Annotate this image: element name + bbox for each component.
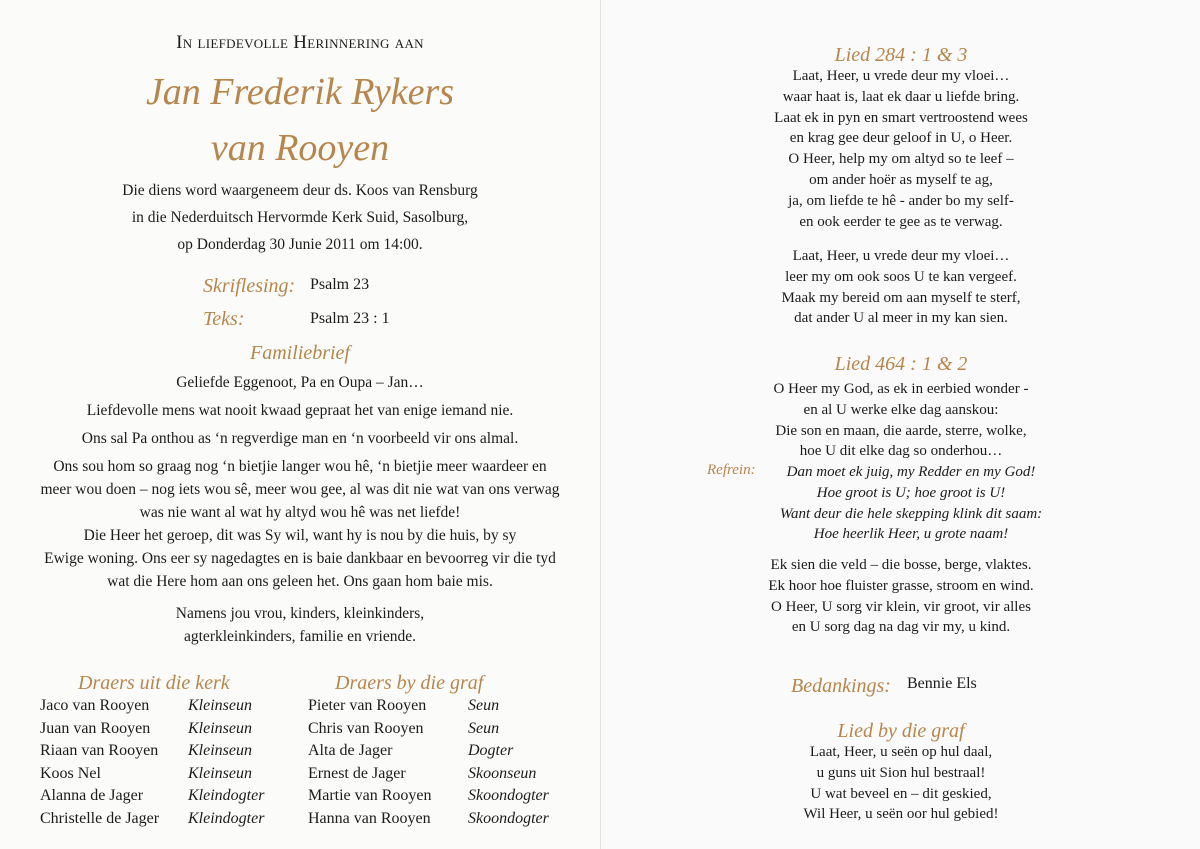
- list-item: Hanna van Rooyen Skoondogter: [308, 809, 549, 827]
- lied1-title: Lied 284 : 1 & 3: [834, 44, 968, 66]
- list-item: Riaan van Rooyen Kleinseun: [40, 742, 252, 760]
- bedankings-label: Bedankings:: [791, 675, 891, 697]
- teks-label: Teks:: [203, 308, 245, 330]
- lied1-verse1: Laat, Heer, u vrede deur my vloei… waar haat is, laat ek daar u liefde bring. Laat ek in pyn en smart vertroostend wees en krag gee deur geloof in U, o Heer. O Heer, help my om altyd so te leef – om ander hoër as myself te ag, ja, om liefde te hê - ander bo my self- en ook eerder te gee as te verwag.: [774, 68, 1028, 230]
- list-item: Alanna de Jager Kleindogter: [40, 787, 265, 805]
- skriflesing-value: Psalm 23: [310, 276, 370, 293]
- letter-line: meer wou doen – nog iets wou sê, meer wou gee, al was dit nie wat van ons verwag: [40, 481, 560, 498]
- lied3-verse: Laat, Heer, u seën op hul daal, u guns uit Sion hul bestraal! U wat beveel en – dit geskied, Wil Heer, u seën oor hul gebied!: [803, 744, 999, 823]
- skriflesing-label: Skriflesing:: [203, 275, 296, 297]
- service-line: Die diens word waargeneem deur ds. Koos van Rensburg: [122, 182, 478, 199]
- letter-line: Liefdevolle mens wat nooit kwaad gepraat het van enige iemand nie.: [86, 402, 514, 419]
- lied2-title: Lied 464 : 1 & 2: [834, 353, 968, 375]
- list-item: Koos Nel Kleinseun: [40, 764, 252, 782]
- draers-graf-list: [308, 695, 549, 831]
- refrein-text: Dan moet ek juig, my Redder en my God! Hoe groot is U; hoe groot is U! Want deur die hele skepping klink dit saam: Hoe heerlik Heer, u grote naam!: [779, 464, 1043, 543]
- letter-line: wat die Here hom aan ons geleen het. Ons gaan hom baie mis.: [107, 573, 493, 590]
- lied2-verse1: O Heer my God, as ek in eerbied wonder - en al U werke elke dag aanskou: Die son en maan, die aarde, sterre, wolke, hoe U dit elke dag so onderhou…: [773, 381, 1029, 460]
- letter-line: Die Heer het geroep, dit was Sy wil, want hy is nou by die huis, by sy: [83, 527, 517, 544]
- deceased-name-line2: van Rooyen: [210, 127, 390, 169]
- bedankings-value: Bennie Els: [907, 675, 977, 692]
- teks-value: Psalm 23 : 1: [310, 310, 390, 327]
- list-item: Christelle de Jager Kleindogter: [40, 809, 265, 827]
- draers-kerk-list: [40, 695, 264, 831]
- familiebrief-title: Familiebrief: [250, 342, 350, 364]
- letter-line: was nie want al wat hy altyd wou hê was net liefde!: [139, 504, 461, 521]
- deceased-name-line1: Jan Frederik Rykers: [145, 71, 455, 113]
- list-item: Juan van Rooyen Kleinseun: [40, 719, 252, 737]
- letter-line: Geliefde Eggenoot, Pa en Oupa – Jan…: [176, 374, 424, 391]
- list-item: Chris van Rooyen Seun: [308, 719, 500, 737]
- service-line: op Donderdag 30 Junie 2011 om 14:00.: [177, 236, 423, 253]
- letter-line: Ons sal Pa onthou as ‘n regverdige man en ‘n voorbeeld vir ons almal.: [81, 430, 519, 447]
- lied2-verse2: Ek sien die veld – die bosse, berge, vlaktes. Ek hoor hoe fluister grasse, stroom en wind. O Heer, U sorg vir klein, vir groot, vir alles en U sorg dag na dag vir my, u kind.: [768, 557, 1034, 636]
- refrein-label: Refrein:: [707, 462, 756, 478]
- list-item: Alta de Jager Dogter: [308, 742, 514, 760]
- namens-line: Namens jou vrou, kinders, kleinkinders,: [175, 605, 425, 622]
- service-line: in die Nederduitsch Hervormde Kerk Suid, Sasolburg,: [131, 209, 469, 226]
- lied3-title: Lied by die graf: [837, 720, 965, 742]
- letter-line: Ons sou hom so graag nog ‘n bietjie langer wou hê, ‘n bietjie meer waardeer en: [53, 458, 547, 475]
- list-item: Martie van Rooyen Skoondogter: [308, 787, 549, 805]
- letter-line: Ewige woning. Ons eer sy nagedagtes en is baie dankbaar en bevoorreg vir die tyd: [44, 550, 556, 567]
- draers-graf-title: Draers by die graf: [335, 672, 484, 694]
- list-item: Jaco van Rooyen Kleinseun: [40, 697, 252, 714]
- list-item: Pieter van Rooyen Seun: [308, 697, 500, 714]
- list-item: Ernest de Jager Skoonseun: [308, 764, 537, 782]
- lied1-verse2: Laat, Heer, u vrede deur my vloei… leer my om ook soos U te kan vergeef. Maak my bereid om aan myself te sterf, dat ander U al meer in my kan sien.: [781, 248, 1021, 327]
- draers-kerk-title: Draers uit die kerk: [78, 672, 230, 694]
- intro-heading: In liefdevolle Herinnering aan: [176, 32, 424, 53]
- namens-line: agterkleinkinders, familie en vriende.: [184, 628, 416, 645]
- right-page: [600, 0, 1200, 849]
